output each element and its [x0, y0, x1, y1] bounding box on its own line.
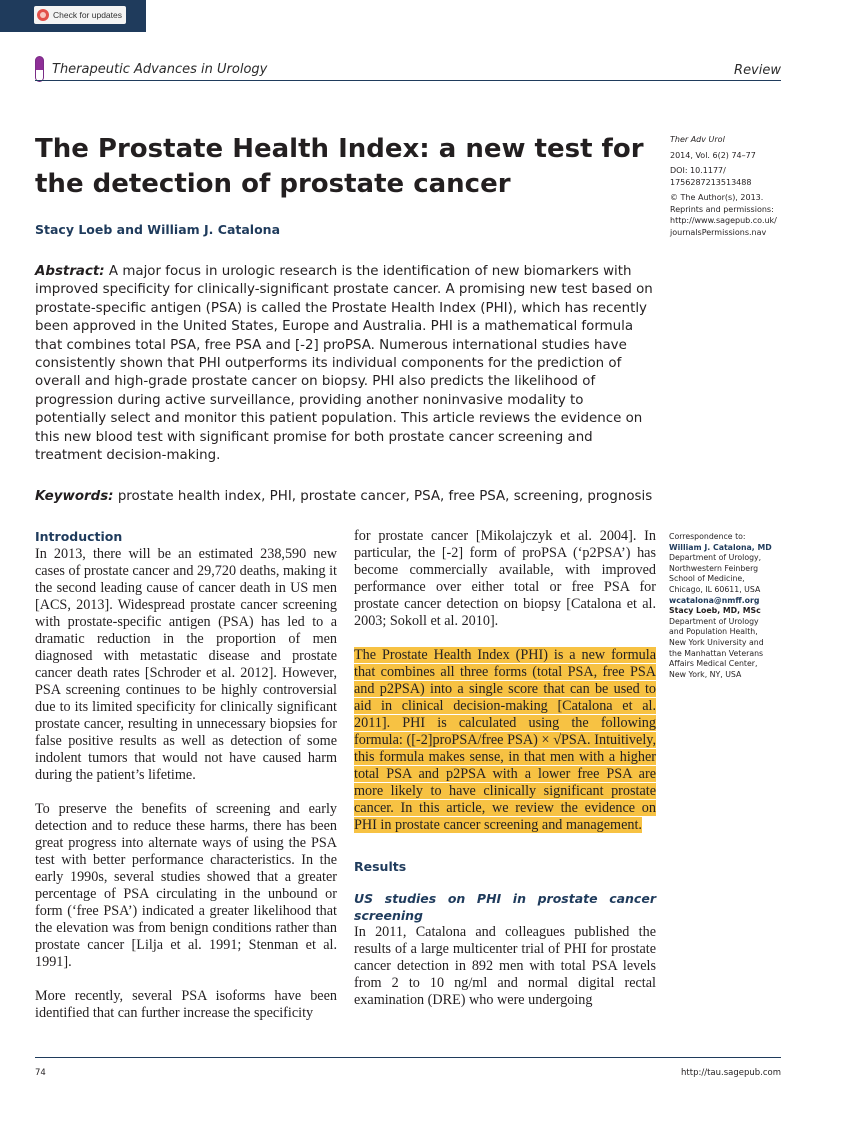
correspondence-email[interactable]: wcatalona@nmff.org	[669, 595, 760, 605]
col2-paragraph-3: In 2011, Catalona and colleagues published the results of a large multicenter trial of PHI for prostate cancer detection in 892 men with total PSA levels from 2 to 10 ng/ml and normal digital rectal examination (DRE) who were undergoing	[354, 924, 656, 1008]
footer-divider	[35, 1057, 781, 1058]
journal-name: Therapeutic Advances in Urology	[52, 62, 268, 77]
highlighted-text: The Prostate Health Index (PHI) is a new formula that combines all three forms (total PSA, free PSA and p2PSA) into a single score that can be used to aid in clinical decision-making [Catalona et al. 2011]. PHI is calculated using the following formula: ([-2]proPSA/free PSA) × √PSA. Intuitively, this formula makes sense, in that men with a higher total PSA and p2PSA with a lower free PSA are more likely to have clinically significant prostate cancer. In this article, we review the evidence on PHI in prostate cancer screening and management.	[354, 647, 656, 833]
keywords-label: Keywords:	[35, 489, 114, 504]
update-icon	[37, 9, 49, 21]
highlighted-paragraph	[354, 647, 656, 834]
journal-abbreviation: Ther Adv Urol	[670, 135, 725, 144]
correspondence-inst-2: New York University and	[669, 637, 764, 647]
body-column-right	[354, 528, 656, 1026]
article-type: Review	[734, 63, 781, 78]
footer-url[interactable]: http://tau.sagepub.com	[681, 1068, 781, 1078]
abstract-label: Abstract:	[35, 264, 105, 279]
article-metadata	[670, 134, 800, 238]
author-list: Stacy Loeb and William J. Catalona	[35, 222, 281, 237]
page-number: 74	[35, 1068, 46, 1078]
correspondence-dept-2: Department of Urology	[669, 616, 759, 626]
header-divider	[35, 80, 781, 81]
correspondence-label: Correspondence to:	[669, 532, 746, 541]
check-for-updates-label: Check for updates	[53, 10, 122, 20]
correspondence-inst-1b: School of Medicine,	[669, 574, 745, 584]
article-title: The Prostate Health Index: a new test for the detection of prostate cancer	[35, 134, 644, 199]
correspondence-inst-1: Northwestern Feinberg	[669, 563, 759, 573]
reprints-url-path[interactable]: journalsPermissions.nav	[670, 227, 767, 237]
us-studies-subheading: US studies on PHI in prostate cancer screening	[354, 891, 656, 923]
col2-paragraph-1: for prostate cancer [Mikolajczyk et al. 2004]. In particular, the [-2] form of proPSA (‘p2PSA’) has become commercially available, with improved performance over either total or free PSA for prostate cancer detection on biopsy [Catalona et al. 2003; Sokoll et al. 2010].	[354, 528, 656, 629]
keywords	[35, 489, 675, 504]
check-for-updates-badge[interactable]	[0, 0, 146, 32]
body-column-left	[35, 528, 337, 1039]
journal-logo-icon	[35, 56, 44, 82]
check-for-updates-button[interactable]	[34, 6, 126, 24]
correspondence-dept-2b: and Population Health,	[669, 627, 758, 637]
introduction-heading: Introduction	[35, 529, 123, 544]
reprints-label: Reprints and permissions:	[670, 204, 774, 214]
correspondence-inst-2c: Affairs Medical Center,	[669, 659, 758, 669]
reprints-url[interactable]: http://www.sagepub.co.uk/	[670, 216, 777, 225]
volume-info: 2014, Vol. 6(2) 74–77	[670, 150, 756, 160]
abstract-text: A major focus in urologic research is the identification of new biomarkers with improved specificity for clinically-significant prostate cancer. A promising new test based on prostate-specific antigen (PSA) is called the Prostate Health Index (PHI), which has recently been approved in the United States, Europe and Australia. PHI is a mathematical formula that combines total PSA, free PSA and [-2] proPSA. Numerous international studies have consistently shown that PHI outperforms its individual components for the prediction of overall and high-grade prostate cancer on biopsy. PHI also predicts the likelihood of progression during active surveillance, providing another noninvasive modality to potentially select and monitor this patient population. This article reviews the evidence on this new blood test with significant promise for both prostate cancer screening and treatment decision-making.	[35, 264, 653, 464]
results-heading: Results	[354, 859, 407, 874]
correspondence-city-2: New York, NY, USA	[669, 669, 742, 679]
intro-paragraph-2: To preserve the benefits of screening and early detection and to reduce these harms, there has been great progress into alternate ways of using the PSA test with better performance characteristics. In the early 1990s, several studies showed that a greater percentage of PSA circulating in the unbound or form (‘free PSA’) indicated a greater likelihood that the elevation was from benign conditions rather than prostate cancer [Lilja et al. 1991; Stenman et al. 1991].	[35, 801, 337, 970]
correspondence-name-2: Stacy Loeb, MD, MSc	[669, 606, 761, 616]
correspondence-inst-2b: the Manhattan Veterans	[669, 648, 764, 658]
correspondence-city-1: Chicago, IL 60611, USA	[669, 584, 761, 594]
intro-paragraph-1: In 2013, there will be an estimated 238,590 new cases of prostate cancer and 29,720 deaths, making it the second leading cause of cancer death in US men [ACS, 2013]. Widespread prostate cancer screening with prostate-specific antigen (PSA) has led to a dramatic reduction in the proportion of men diagnosed with metastatic disease and prostate cancer death rates [Schroder et al. 2012]. However, PSA screening continues to be highly controversial due to its limited specificity for clinically significant prostate cancer, resulting in unnecessary biopsies for false positive results as well as detection of some indolent tumors that would not have caused harm during the patient’s lifetime.	[35, 546, 337, 783]
copyright: © The Author(s), 2013.	[670, 193, 764, 202]
abstract	[35, 263, 657, 465]
doi-value[interactable]: 1756287213513488	[670, 177, 752, 187]
correspondence-dept-1: Department of Urology,	[669, 553, 762, 563]
doi-label: DOI: 10.1177/	[670, 166, 726, 175]
correspondence-block	[669, 532, 799, 680]
intro-paragraph-3: More recently, several PSA isoforms have been identified that can further increase the specificity	[35, 988, 337, 1021]
keywords-text: prostate health index, PHI, prostate cancer, PSA, free PSA, screening, prognosis	[117, 489, 653, 504]
correspondence-name-1: William J. Catalona, MD	[669, 542, 772, 552]
